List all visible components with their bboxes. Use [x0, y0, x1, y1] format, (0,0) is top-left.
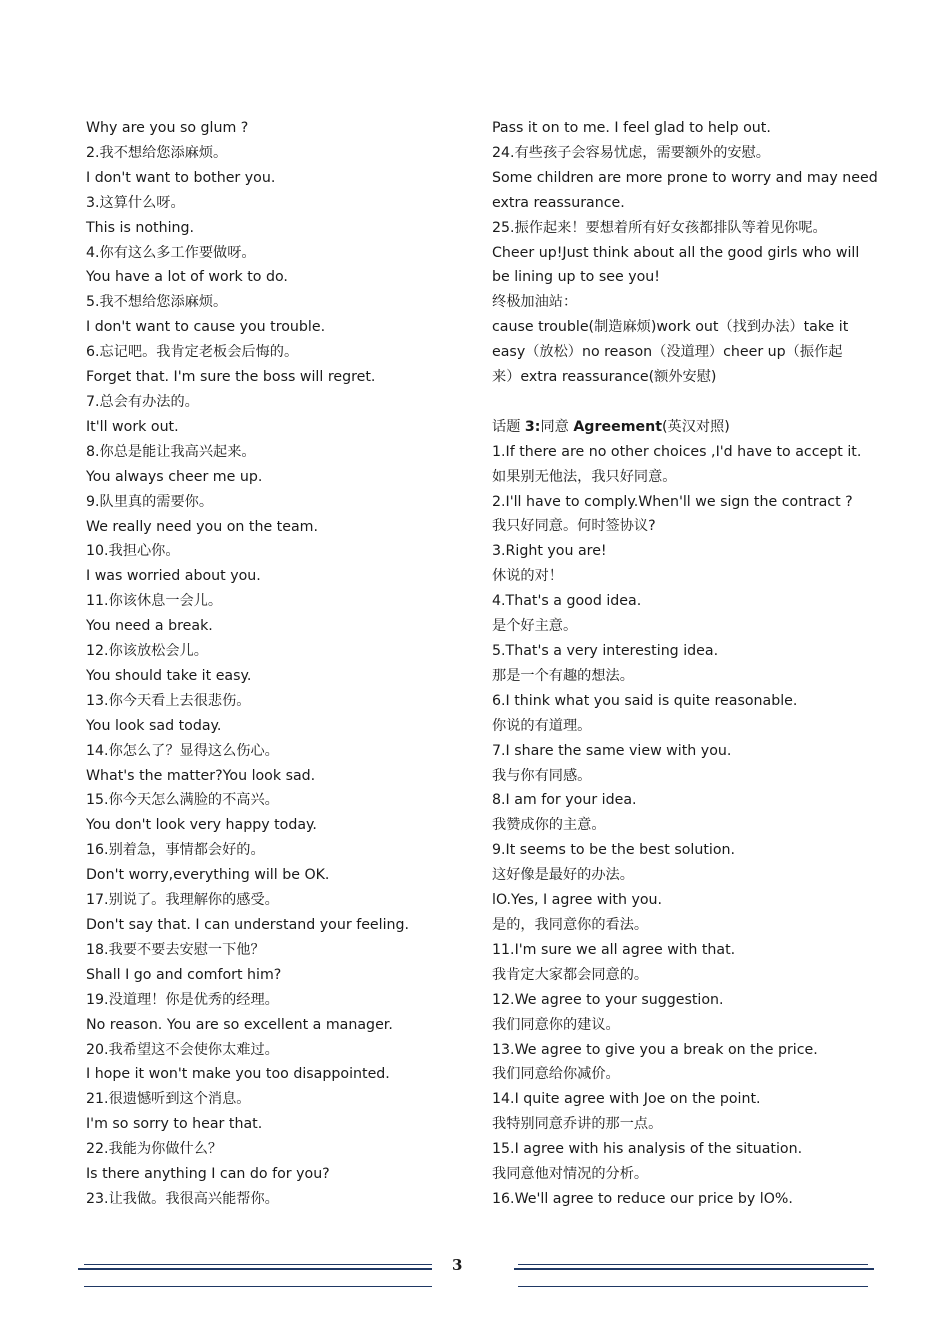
text-line: 1.If there are no other choices ,I'd have to accept it. [492, 443, 862, 460]
text-line: You need a break. [86, 618, 213, 635]
text-line: 4.That's a good idea. [492, 593, 642, 610]
text-line: 终极加油站： [492, 294, 578, 311]
text-line: 19.没道理！你是优秀的经理。 [86, 991, 279, 1008]
footer-rule-left-top [84, 1264, 432, 1265]
text-line: 20.我希望这不会使你太难过。 [86, 1041, 279, 1058]
topic-en: Agreement [573, 418, 662, 435]
footer-rule-right-bottom [518, 1286, 868, 1287]
text-line: 我同意他对情况的分析。 [492, 1166, 649, 1183]
text-line: I don't want to bother you. [86, 169, 276, 186]
text-line: 22.我能为你做什么？ [86, 1141, 223, 1158]
text-line: 24.有些孩子会容易忧虑，需要额外的安慰。 [492, 144, 770, 161]
text-line: 我赞成你的主意。 [492, 817, 606, 834]
text-line: 3.Right you are! [492, 543, 607, 560]
text-line: 来）extra reassurance(额外安慰) [492, 369, 717, 386]
text-line: 12.你该放松会儿。 [86, 643, 208, 660]
text-line: 12.We agree to your suggestion. [492, 991, 724, 1008]
topic-cn: 同意 [540, 418, 574, 435]
text-line: 是个好主意。 [492, 618, 578, 635]
text-line: 17.别说了。我理解你的感受。 [86, 892, 279, 909]
topic-prefix: 话题 [492, 418, 525, 435]
right-top-block [492, 116, 876, 390]
text-line: 7.总会有办法的。 [86, 393, 199, 410]
text-line: 11.I'm sure we all agree with that. [492, 941, 736, 958]
text-line: I'm so sorry to hear that. [86, 1116, 263, 1133]
text-line: 14.I quite agree with Joe on the point. [492, 1091, 761, 1108]
text-line: 21.很遗憾听到这个消息。 [86, 1091, 251, 1108]
text-line: What's the matter?You look sad. [86, 767, 316, 784]
text-line: Some children are more prone to worry and may need [492, 169, 878, 186]
text-line: be lining up to see you! [492, 269, 660, 286]
text-line: 是的，我同意你的看法。 [492, 916, 649, 933]
text-line: 25.振作起来！要想着所有好女孩都排队等着见你呢。 [492, 219, 827, 236]
text-line: 那是一个有趣的想法。 [492, 667, 634, 684]
topic-heading [492, 415, 876, 440]
text-line: easy（放松）no reason（没道理）cheer up（振作起 [492, 344, 843, 361]
text-line: Shall I go and comfort him? [86, 966, 282, 983]
text-line: Pass it on to me. I feel glad to help out. [492, 120, 771, 136]
text-line: cause trouble(制造麻烦)work out（找到办法）take it [492, 319, 849, 336]
text-line: 2.I'll have to comply.When'll we sign the contract ? [492, 493, 853, 510]
text-line: 4.你有这么多工作要做呀。 [86, 244, 256, 261]
text-line: You always cheer me up. [86, 468, 263, 485]
text-line: 16.别着急，事情都会好的。 [86, 842, 265, 859]
footer-rule-left-mid [78, 1268, 432, 1270]
text-line: lO.Yes, I agree with you. [492, 892, 663, 909]
text-line: 我肯定大家都会同意的。 [492, 966, 649, 983]
text-line: 8.I am for your idea. [492, 792, 637, 809]
text-line: 14.你怎么了？显得这么伤心。 [86, 742, 279, 759]
footer-rule-right-top [518, 1264, 868, 1265]
left-column [86, 116, 466, 1212]
text-line: 16.We'll agree to reduce our price by lO%. [492, 1190, 793, 1207]
text-line: I was worried about you. [86, 568, 261, 585]
text-line: 18.我要不要去安慰一下他？ [86, 941, 265, 958]
text-line: You don't look very happy today. [86, 817, 317, 834]
text-line: 我只好同意。何时签协议? [492, 518, 656, 535]
text-line: Is there anything I can do for you? [86, 1166, 330, 1183]
text-line: Forget that. I'm sure the boss will regret. [86, 369, 376, 386]
text-line: 7.I share the same view with you. [492, 742, 732, 759]
text-line: 我特别同意乔讲的那一点。 [492, 1116, 663, 1133]
text-line: Don't say that. I can understand your feeling. [86, 917, 410, 933]
text-line: 5.我不想给您添麻烦。 [86, 294, 228, 311]
text-line: 13.你今天看上去很悲伤。 [86, 692, 251, 709]
right-bottom-block [492, 440, 876, 1212]
page-footer [0, 1256, 950, 1296]
text-line: 15.I agree with his analysis of the situation. [492, 1141, 803, 1158]
text-line: I don't want to cause you trouble. [86, 319, 326, 336]
text-line: It'll work out. [86, 418, 179, 435]
text-line: 休说的对！ [492, 568, 563, 585]
footer-rule-right-mid [514, 1268, 874, 1270]
text-line: 8.你总是能让我高兴起来。 [86, 443, 256, 460]
text-line: 10.我担心你。 [86, 543, 180, 560]
text-line: 9.It seems to be the best solution. [492, 842, 736, 859]
text-line: 6.忘记吧。我肯定老板会后悔的。 [86, 344, 299, 361]
text-line: You look sad today. [86, 717, 222, 734]
text-line: No reason. You are so excellent a manager. [86, 1016, 393, 1033]
text-line: 13.We agree to give you a break on the price. [492, 1041, 818, 1058]
text-line: 我与你有同感。 [492, 767, 592, 784]
text-line: 这好像是最好的办法。 [492, 867, 634, 884]
topic-number: 3: [524, 418, 541, 435]
text-line: 9.队里真的需要你。 [86, 493, 214, 510]
text-line: 23.让我做。我很高兴能帮你。 [86, 1190, 279, 1207]
text-line: 11.你该休息一会儿。 [86, 593, 223, 610]
text-line: 2.我不想给您添麻烦。 [86, 144, 228, 161]
right-column [492, 116, 876, 1212]
text-line: 15.你今天怎么满脸的不高兴。 [86, 792, 279, 809]
text-line: Why are you so glum ? [86, 120, 249, 136]
text-line: You should take it easy. [86, 667, 252, 684]
text-line: 我们同意给你减价。 [492, 1066, 620, 1083]
text-line: 我们同意你的建议。 [492, 1016, 620, 1033]
text-line: You have a lot of work to do. [86, 269, 288, 286]
blank-line [492, 390, 876, 415]
text-line: 5.That's a very interesting idea. [492, 643, 719, 660]
text-line: Cheer up!Just think about all the good girls who will [492, 244, 860, 261]
text-line: 3.这算什么呀。 [86, 194, 185, 211]
text-line: I hope it won't make you too disappointed. [86, 1066, 390, 1083]
text-line: We really need you on the team. [86, 518, 319, 535]
text-line: 你说的有道理。 [492, 717, 592, 734]
text-line: 6.I think what you said is quite reasonable. [492, 692, 798, 709]
page-number: 3 [452, 1256, 463, 1274]
footer-rule-left-bottom [84, 1286, 432, 1287]
text-line: 如果别无他法，我只好同意。 [492, 468, 677, 485]
text-line: This is nothing. [86, 219, 195, 236]
topic-suffix: (英汉对照) [662, 418, 730, 435]
text-line: extra reassurance. [492, 194, 625, 211]
text-line: Don't worry,everything will be OK. [86, 867, 330, 884]
